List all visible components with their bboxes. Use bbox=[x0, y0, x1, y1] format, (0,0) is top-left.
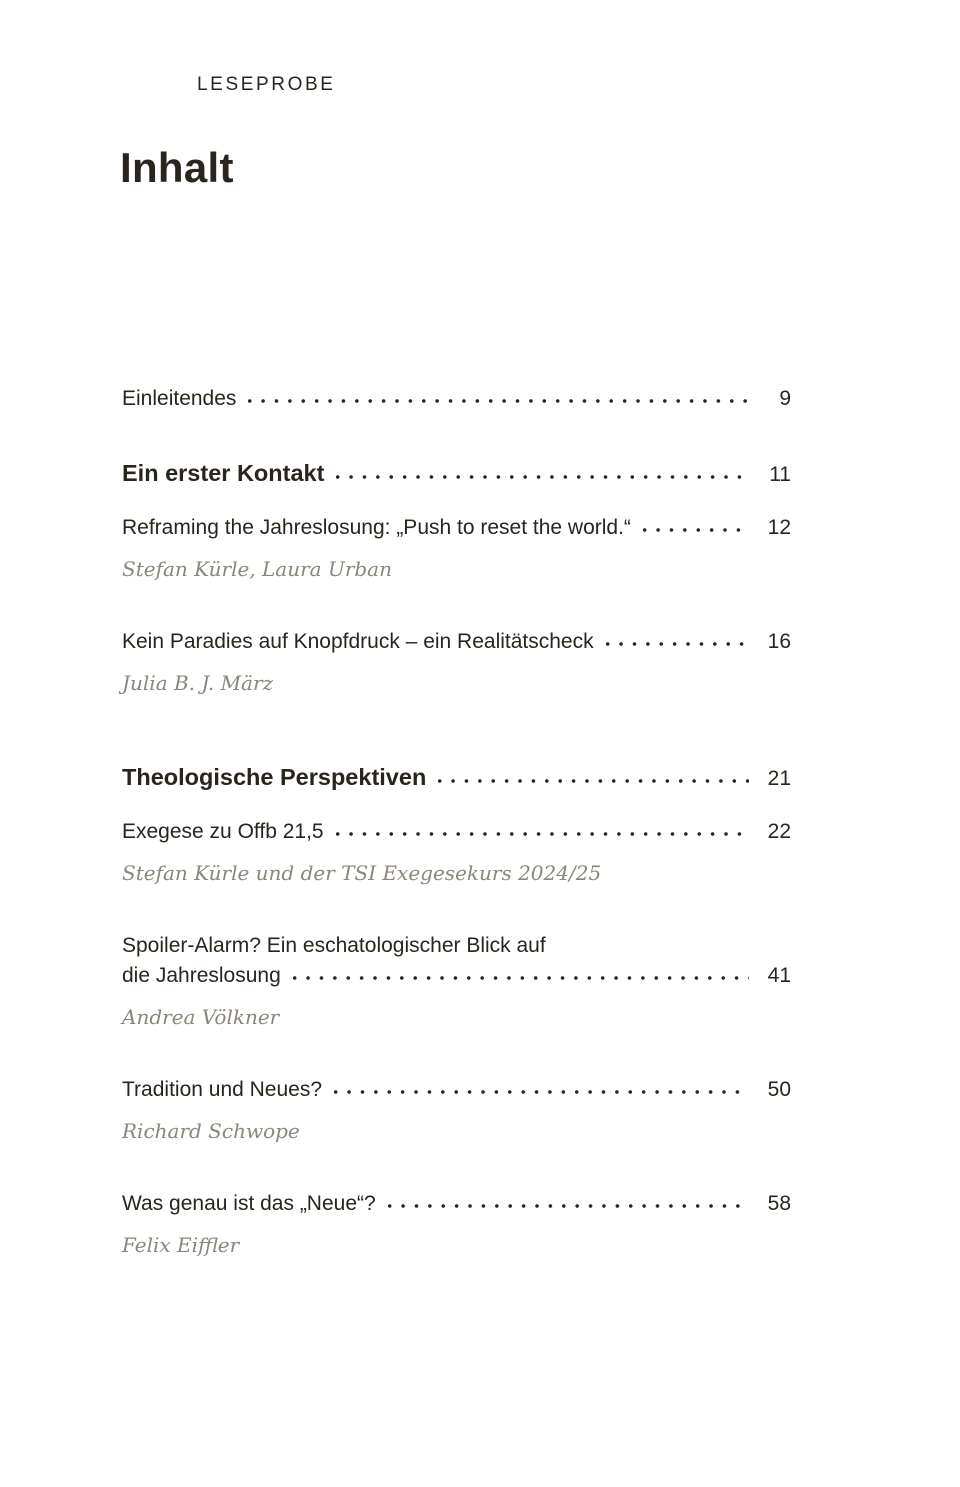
toc-entry-author: Felix Eiffler bbox=[122, 1233, 240, 1257]
toc-row bbox=[122, 817, 791, 847]
page-title: Inhalt bbox=[120, 144, 234, 191]
toc-row bbox=[122, 384, 791, 414]
dot-leader bbox=[433, 771, 749, 785]
toc-entry-title: Tradition und Neues? bbox=[122, 1078, 323, 1101]
toc-entry bbox=[122, 384, 791, 414]
toc-entry-author: Andrea Völkner bbox=[122, 1005, 280, 1029]
toc-section-title: Ein erster Kontakt bbox=[122, 460, 325, 486]
toc-page-number: 41 bbox=[767, 964, 791, 987]
toc-entry-title: Exegese zu Offb 21,5 bbox=[122, 820, 324, 843]
toc-page-number: 12 bbox=[767, 516, 791, 539]
toc-entry-title: die Jahreslosung bbox=[122, 964, 281, 987]
toc-page-number: 50 bbox=[767, 1078, 791, 1101]
toc-row bbox=[122, 1189, 791, 1219]
toc-row bbox=[122, 961, 791, 991]
dot-leader bbox=[243, 391, 749, 405]
toc-entry-title: Was genau ist das „Neue“? bbox=[122, 1192, 376, 1215]
toc-entry-title: Einleitendes bbox=[122, 387, 237, 410]
toc-page-number: 16 bbox=[767, 630, 791, 653]
toc-section bbox=[122, 457, 791, 489]
toc-page-number: 21 bbox=[767, 767, 791, 790]
toc-entry-author: Richard Schwope bbox=[122, 1119, 300, 1143]
toc-page-number: 22 bbox=[767, 820, 791, 843]
toc-entry bbox=[122, 627, 791, 698]
toc-page-number: 9 bbox=[779, 387, 791, 410]
dot-leader bbox=[331, 824, 749, 838]
toc-page-number: 11 bbox=[769, 463, 791, 486]
dot-leader bbox=[601, 634, 749, 648]
toc-row bbox=[122, 457, 791, 489]
toc-row bbox=[122, 761, 791, 793]
toc-entry-title: Kein Paradies auf Knopfdruck – ein Realitätscheck bbox=[122, 630, 594, 653]
table-of-contents bbox=[122, 384, 791, 1260]
toc-entry bbox=[122, 513, 791, 584]
toc-entry bbox=[122, 931, 791, 1032]
toc-entry-author: Stefan Kürle und der TSI Exegesekurs 2024/25 bbox=[122, 861, 602, 885]
toc-entry-title-line1: Spoiler-Alarm? Ein eschatologischer Blick auf bbox=[122, 934, 546, 957]
toc-section bbox=[122, 761, 791, 793]
dot-leader bbox=[331, 467, 749, 481]
leseprobe-label: LESEPROBE bbox=[197, 74, 336, 95]
toc-row bbox=[122, 1075, 791, 1105]
toc-row bbox=[122, 627, 791, 657]
toc-entry bbox=[122, 1189, 791, 1260]
toc-page-number: 58 bbox=[767, 1192, 791, 1215]
toc-entry-author: Stefan Kürle, Laura Urban bbox=[122, 557, 392, 581]
toc-row bbox=[122, 513, 791, 543]
dot-leader bbox=[383, 1196, 749, 1210]
dot-leader bbox=[638, 520, 749, 534]
toc-entry bbox=[122, 817, 791, 888]
toc-section-title: Theologische Perspektiven bbox=[122, 764, 427, 790]
toc-entry-title: Reframing the Jahreslosung: „Push to reset the world.“ bbox=[122, 516, 631, 539]
toc-entry bbox=[122, 1075, 791, 1146]
dot-leader bbox=[288, 968, 749, 982]
dot-leader bbox=[329, 1082, 749, 1096]
toc-entry-author: Julia B. J. März bbox=[122, 671, 274, 695]
